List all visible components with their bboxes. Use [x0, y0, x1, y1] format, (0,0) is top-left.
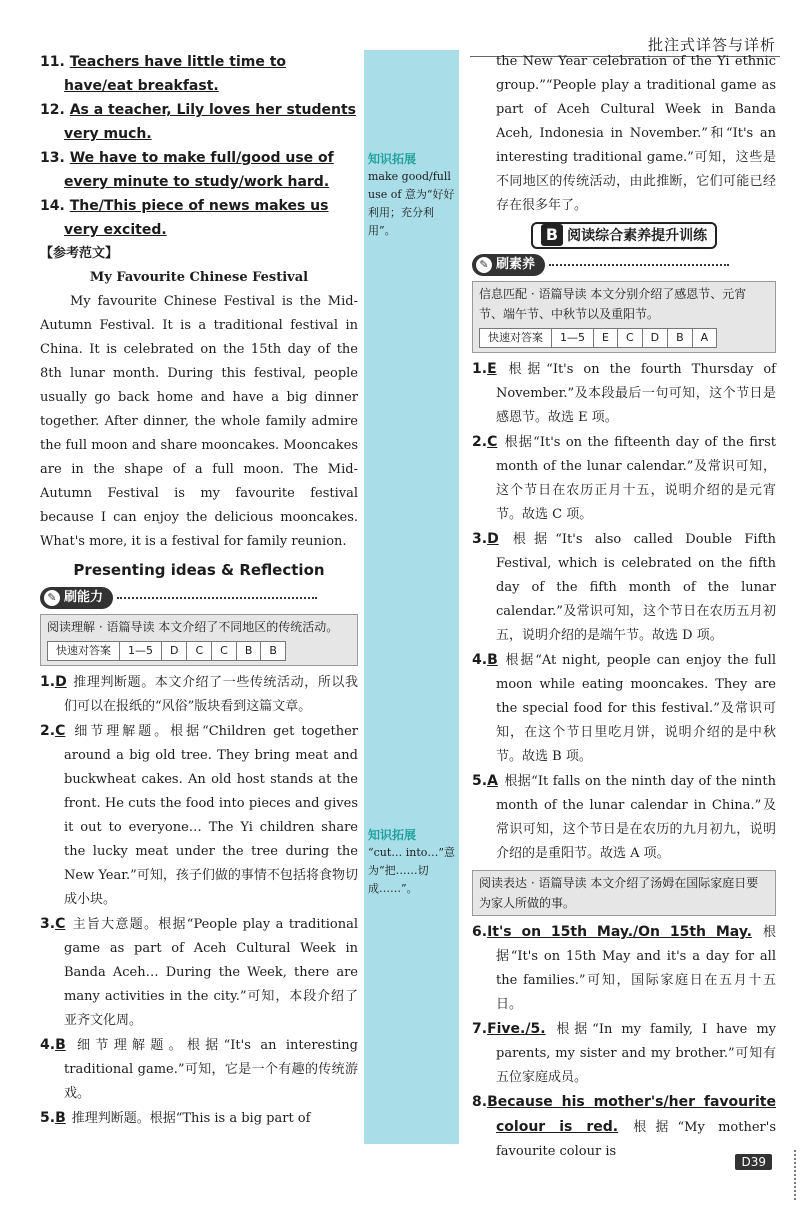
- margin-note-text: “cut… into…”意为“把……切成……”。: [368, 846, 456, 895]
- knowledge-tag: 知识拓展: [368, 828, 417, 842]
- section-title: Presenting ideas & Reflection: [73, 561, 325, 579]
- key-cell: E: [594, 329, 618, 348]
- key-cell: D: [642, 329, 667, 348]
- key-range: 1—5: [120, 642, 162, 661]
- answer-item-14: 14. The/This piece of news makes us very excited.: [40, 198, 329, 238]
- answer-item-12: 12. As a teacher, Lily loves her students very much.: [40, 102, 356, 142]
- explanation-5-continued: the New Year celebration of the Yi ethnic group.”“People play a traditional game as part of Aceh Cultural Week in Banda Aceh, Indonesia in November.”和“It's an interesting traditional game.”可知，这些是不同地区的传统活动，由此推断，它们可能已经存在很多年了。: [496, 54, 776, 213]
- ability-badge: ✎ 刷能力: [40, 587, 113, 609]
- expression-guide-box: [472, 870, 776, 916]
- ability-badge-row: [40, 586, 358, 610]
- literacy-badge: ✎ 刷素养: [472, 254, 545, 276]
- pencil-icon: ✎: [44, 590, 60, 606]
- essay-body: My favourite Chinese Festival is the Mid-Autumn Festival. It is a traditional festival in China. It is celebrated on the 15th day of the 8th lunar month. During this festival, people usually go back home and have a big dinner together. After dinner, the whole family admire the full moon and share mooncakes. Mooncakes are in the shape of a full moon. The Mid-Autumn Festival is my favourite festival because I can enjoy the delicious mooncakes. What's more, it is a festival for family reunion.: [40, 294, 358, 549]
- section-b-heading: [472, 222, 776, 249]
- guide-text: 信息匹配 · 语篇导读 本文分别介绍了感恩节、元宵节、端午节、中秋节以及重阳节。: [479, 287, 747, 321]
- margin-note-2: [368, 826, 458, 898]
- explanation-r1: 1.E 根据“It's on the fourth Thursday of November.”及本段最后一句可知，这个节日是感恩节。故选 E 项。: [472, 361, 776, 425]
- explanation-r2: 2.C 根据“It's on the fifteenth day of the first month of the lunar calendar.”及常识可知，这个节日在农历正月十五，说明介绍的是元宵节。故选 C 项。: [472, 434, 776, 522]
- key-range: 1—5: [552, 329, 594, 348]
- explanation-3: 3.C 主旨大意题。根据“People play a traditional game as part of Aceh Cultural Week in Banda Aceh… During the Week, there are many activities in the city.”可知，本段介绍了亚齐文化周。: [40, 916, 358, 1028]
- margin-note-text: make good/full use of 意为“好好利用；充分利用”。: [368, 170, 455, 237]
- explanation-1: 1.D 推理判断题。本文介绍了一些传统活动，所以我们可以在报纸的“风俗”版块看到这篇文章。: [40, 674, 358, 714]
- dotted-rule: [549, 264, 729, 266]
- explanation-r8: 8.Because his mother's/her favourite colour is red. 根据“My mother's favourite colour is: [472, 1094, 776, 1159]
- pencil-icon: ✎: [476, 257, 492, 273]
- explanation-2: 2.C 细节理解题。根据“Children get together around a big old tree. They bring meat and buckwheat cakes. An old host stands at the front. He cuts the food into pieces and gives it out to everyone… The Yi children share the lucky meat under the tree during the New Year.”可知，孩子们做的事情不包括将食物切成小块。: [40, 723, 358, 907]
- explanation-4: 4.B 细节理解题。根据“It's an interesting traditional game.”可知，它是一个有趣的传统游戏。: [40, 1037, 358, 1101]
- key-cell: B: [668, 329, 693, 348]
- literacy-badge-row: [472, 253, 776, 277]
- key-label: 快速对答案: [48, 642, 120, 661]
- key-cell: D: [162, 642, 187, 661]
- explanation-r6: 6.It's on 15th May./On 15th May. 根据“It's on 15th May and it's a day for all the families.”可知，国际家庭日在五月十五日。: [472, 924, 776, 1012]
- explanation-r7: 7.Five./5. 根据“In my family, I have my parents, my sister and my brother.”可知有五位家庭成员。: [472, 1021, 776, 1085]
- key-cell: C: [187, 642, 212, 661]
- reading-guide-box: [40, 614, 358, 666]
- answer-item-11: 11. Teachers have little time to have/eat breakfast.: [40, 54, 287, 94]
- knowledge-tag: 知识拓展: [368, 152, 417, 166]
- section-b-banner: B 阅读综合素养提升训练: [531, 222, 717, 249]
- essay-title: My Favourite Chinese Festival: [89, 270, 309, 285]
- dotted-rule: [117, 597, 317, 599]
- key-cell: B: [261, 642, 286, 661]
- margin-note-1: [368, 150, 458, 240]
- reference-label: 【参考范文】: [40, 246, 119, 261]
- key-cell: A: [692, 329, 717, 348]
- answer-key-table: [47, 641, 286, 661]
- left-column: [40, 50, 358, 1131]
- page-edge-dots: [788, 1150, 796, 1200]
- key-label: 快速对答案: [480, 329, 552, 348]
- matching-guide-box: [472, 281, 776, 353]
- key-cell: C: [212, 642, 237, 661]
- key-cell: B: [236, 642, 261, 661]
- right-column: [472, 50, 776, 1164]
- answer-key-table: [479, 328, 717, 348]
- header-title: 批注式详答与详析: [647, 36, 776, 54]
- explanation-r3: 3.D 根据“It's also called Double Fifth Festival, which is celebrated on the fifth day of the fifth month of the lunar calendar.”及常识可知，这个节日在农历五月初五，说明介绍的是端午节。故选 D 项。: [472, 531, 776, 643]
- page-number: D39: [735, 1154, 772, 1170]
- guide-text: 阅读表达 · 语篇导读 本文介绍了汤姆在国际家庭日要为家人所做的事。: [479, 876, 759, 910]
- explanation-r5: 5.A 根据“It falls on the ninth day of the ninth month of the lunar calendar in China.”及常识可知，这个节日是在农历的九月初九，说明介绍的是重阳节。故选 A 项。: [472, 773, 776, 861]
- explanation-5: 5.B 推理判断题。根据“This is a big part of: [40, 1110, 311, 1126]
- answer-item-13: 13. We have to make full/good use of every minute to study/work hard.: [40, 150, 334, 190]
- guide-text: 阅读理解 · 语篇导读 本文介绍了不同地区的传统活动。: [47, 620, 339, 634]
- explanation-r4: 4.B 根据“At night, people can enjoy the full moon while eating mooncakes. They are the special food for this festival.”及常识可知，在这个节日里吃月饼，说明介绍的是中秋节。故选 B 项。: [472, 652, 776, 764]
- key-cell: C: [617, 329, 642, 348]
